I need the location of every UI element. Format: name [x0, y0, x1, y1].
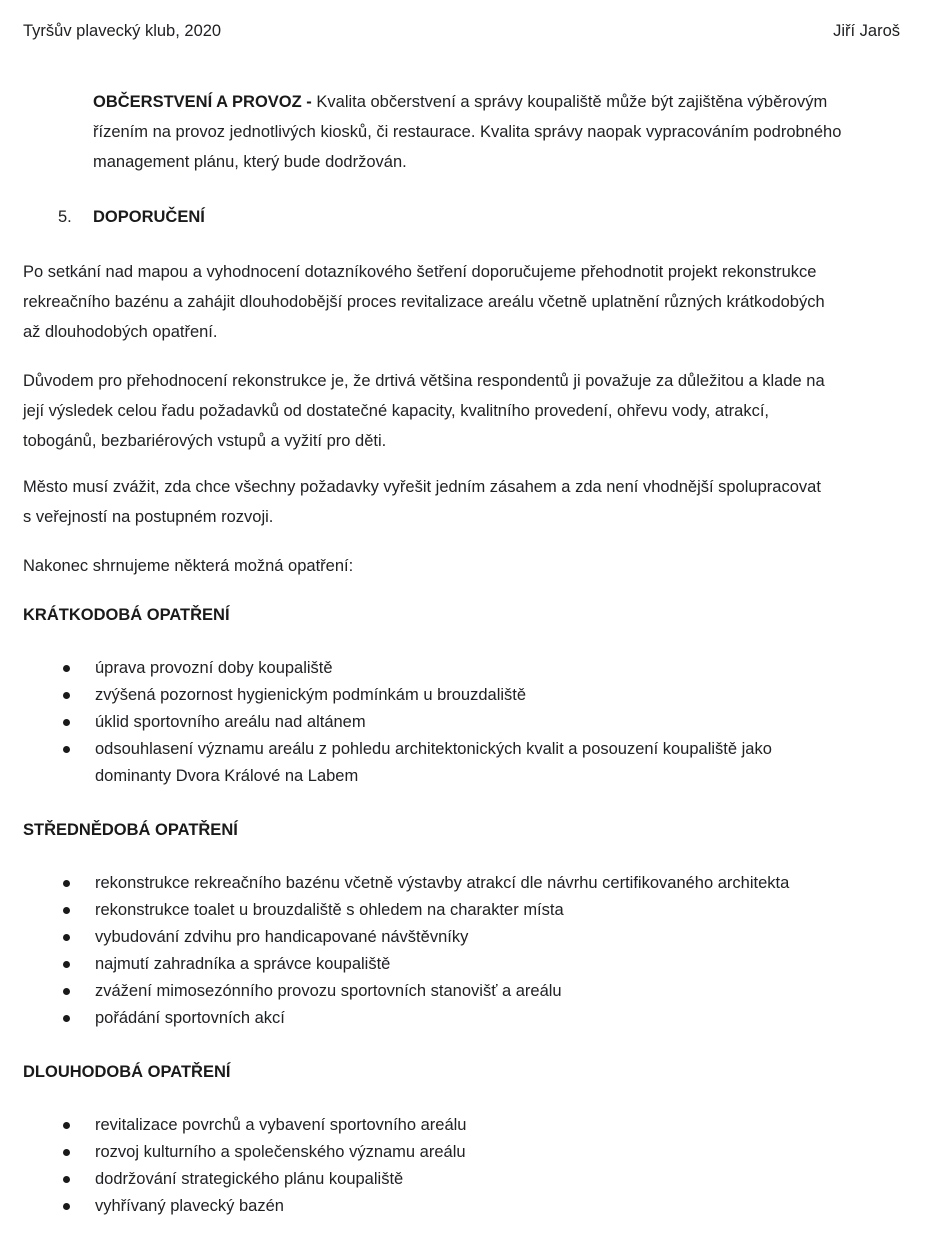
list-item — [63, 682, 900, 709]
bullet-icon — [63, 988, 70, 995]
list-item-text: najmutí zahradníka a správce koupaliště — [95, 955, 391, 973]
list-item — [63, 1005, 900, 1032]
list-item — [63, 655, 900, 682]
bullet-icon — [63, 961, 70, 968]
paragraph-recommendation-1: Po setkání nad mapou a vyhodnocení dotazníkového šetření doporučujeme přehodnotit projekt rekonstrukce rekreačního bazénu a zahájit dlouhodobější proces revitalizace areálu včetně uplatnění různých krátkodobých až dlouhodobých opatření. — [23, 263, 825, 341]
bullet-icon — [63, 880, 70, 887]
list-item-text: úklid sportovního areálu nad altánem — [95, 713, 366, 731]
list-item — [63, 978, 900, 1005]
list-item-text: revitalizace povrchů a vybavení sportovního areálu — [95, 1116, 467, 1134]
header-document-title: Tyršův plavecký klub, 2020 — [23, 22, 222, 40]
paragraph-recommendation-2: Důvodem pro přehodnocení rekonstrukce je, že drtivá většina respondentů ji považuje za důležitou a klade na její výsledek celou řadu požadavků od dostatečné kapacity, kvalitního provedení, ohřevu vody, atrakcí, tobogánů, bezbariérových vstupů a vyžití pro děti. — [23, 372, 825, 450]
list-item-text: vybudování zdvihu pro handicapované návštěvníky — [95, 928, 469, 946]
medium-term-measures-list — [23, 870, 900, 1032]
list-item-text: pořádání sportovních akcí — [95, 1009, 285, 1027]
list-item-text: odsouhlasení významu areálu z pohledu architektonických kvalit a posouzení koupaliště jako dominanty Dvora Králové na Labem — [95, 740, 772, 785]
list-item — [63, 1112, 900, 1139]
bullet-icon — [63, 665, 70, 672]
list-item-text: rozvoj kulturního a společenského významu areálu — [95, 1143, 466, 1161]
heading-long-term-measures: DLOUHODOBÁ OPATŘENÍ — [23, 1063, 231, 1081]
bullet-icon — [63, 1015, 70, 1022]
bullet-icon — [63, 1203, 70, 1210]
list-item — [63, 709, 900, 736]
list-item — [63, 1193, 900, 1220]
short-term-measures-list — [23, 655, 900, 790]
list-item — [63, 736, 900, 790]
list-item — [63, 924, 900, 951]
list-item-text: rekonstrukce toalet u brouzdaliště s ohledem na charakter místa — [95, 901, 564, 919]
bullet-icon — [63, 1122, 70, 1129]
bullet-icon — [63, 719, 70, 726]
bullet-icon — [63, 907, 70, 914]
section-number: 5. — [58, 208, 72, 226]
list-item-text: vyhřívaný plavecký bazén — [95, 1197, 284, 1215]
header-author-name: Jiří Jaroš — [833, 22, 900, 40]
intro-lead-bold: OBČERSTVENÍ A PROVOZ - — [93, 93, 317, 111]
list-item-text: zvýšená pozornost hygienickým podmínkám u brouzdaliště — [95, 686, 527, 704]
list-item — [63, 1166, 900, 1193]
list-item-text: dodržování strategického plánu koupaliště — [95, 1170, 404, 1188]
list-item — [63, 870, 900, 897]
list-item-text: zvážení mimosezónního provozu sportovních stanovišť a areálu — [95, 982, 562, 1000]
list-item-text: úprava provozní doby koupaliště — [95, 659, 333, 677]
paragraph-recommendation-3: Město musí zvážit, zda chce všechny požadavky vyřešit jedním zásahem a zda není vhodnější spolupracovat s veřejností na postupném rozvoji. — [23, 478, 821, 526]
list-item — [63, 951, 900, 978]
bullet-icon — [63, 746, 70, 753]
bullet-icon — [63, 1176, 70, 1183]
heading-medium-term-measures: STŘEDNĚDOBÁ OPATŘENÍ — [23, 821, 238, 839]
intro-body-text: Kvalita občerstvení a správy koupaliště může být zajištěna výběrovým řízením na provoz jednotlivých kiosků, či restaurace. Kvalita správy naopak vypracováním podrobného management plánu, který bude dodržován. — [93, 93, 842, 171]
heading-short-term-measures: KRÁTKODOBÁ OPATŘENÍ — [23, 606, 230, 624]
section-heading-doporuceni — [23, 207, 900, 228]
list-item-text: rekonstrukce rekreačního bazénu včetně výstavby atrakcí dle návrhu certifikovaného architekta — [95, 874, 790, 892]
document-header — [23, 22, 900, 41]
bullet-icon — [63, 692, 70, 699]
section-title: DOPORUČENÍ — [93, 208, 205, 226]
bullet-icon — [63, 934, 70, 941]
bullet-icon — [63, 1149, 70, 1156]
long-term-measures-list — [23, 1112, 900, 1220]
list-item — [63, 897, 900, 924]
paragraph-summary-intro: Nakonec shrnujeme některá možná opatření: — [23, 557, 354, 575]
intro-paragraph — [93, 87, 853, 177]
list-item — [63, 1139, 900, 1166]
